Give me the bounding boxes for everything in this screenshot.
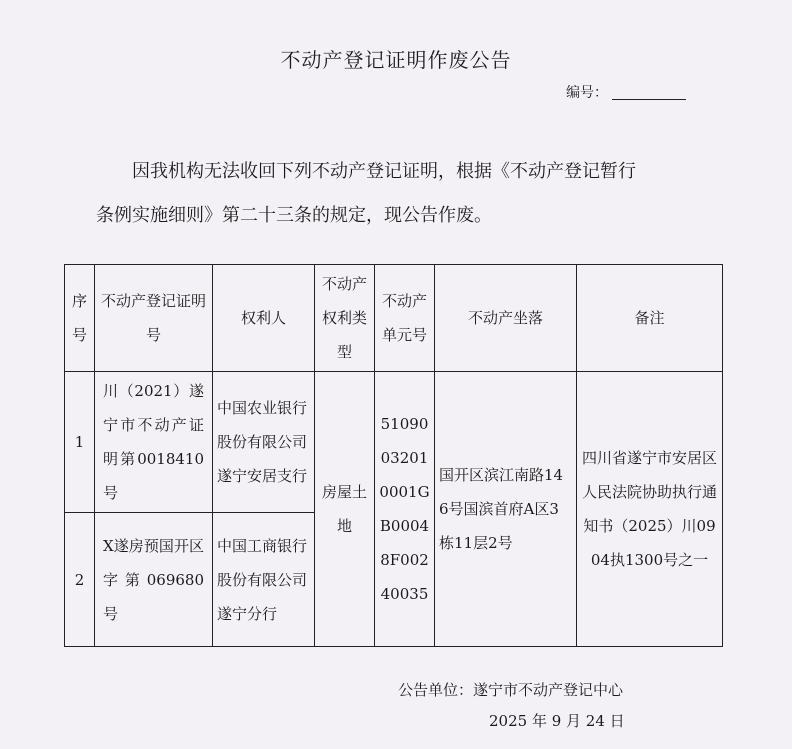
cell-type: 房屋土地 — [315, 372, 375, 647]
row-1-cert: 川（2021）遂宁市不动产证明第0018410号 — [95, 372, 213, 513]
header-location: 不动产坐落 — [435, 265, 577, 372]
table-header-row — [65, 265, 723, 372]
cell-location: 国开区滨江南路146号国滨首府A区3栋11层2号 — [435, 372, 577, 647]
issuing-unit: 公告单位：遂宁市不动产登记中心 — [398, 681, 624, 699]
certificate-table — [64, 264, 723, 647]
header-type: 不动产权利类型 — [315, 265, 375, 372]
paragraph-line-2: 条例实施细则》第二十三条的规定，现公告作废。 — [96, 205, 492, 226]
serial-value — [612, 85, 686, 100]
header-remark: 备注 — [577, 265, 723, 372]
table-row — [65, 372, 723, 513]
cell-unit: 51090032010001GB00048F00240035 — [375, 372, 435, 647]
row-2-cert: X遂房预国开区字第069680号 — [95, 513, 213, 647]
row-1-seq: 1 — [65, 372, 95, 513]
page-title: 不动产登记证明作废公告 — [280, 48, 512, 72]
row-2-owner: 中国工商银行股份有限公司遂宁分行 — [213, 513, 315, 647]
announcement-paragraph — [96, 150, 706, 238]
serial-label: 编号： — [566, 85, 608, 101]
header-owner: 权利人 — [213, 265, 315, 372]
header-cert: 不动产登记证明号 — [95, 265, 213, 372]
serial-number — [566, 82, 686, 102]
issue-date: 2025 年 9 月 24 日 — [489, 712, 625, 730]
header-unit: 不动产单元号 — [375, 265, 435, 372]
cell-remark: 四川省遂宁市安居区人民法院协助执行通知书（2025）川0904执1300号之一 — [577, 372, 723, 647]
row-1-owner: 中国农业银行股份有限公司遂宁安居支行 — [213, 372, 315, 513]
paragraph-line-1: 因我机构无法收回下列不动产登记证明，根据《不动产登记暂行 — [132, 161, 636, 182]
header-seq: 序号 — [65, 265, 95, 372]
row-2-seq: 2 — [65, 513, 95, 647]
